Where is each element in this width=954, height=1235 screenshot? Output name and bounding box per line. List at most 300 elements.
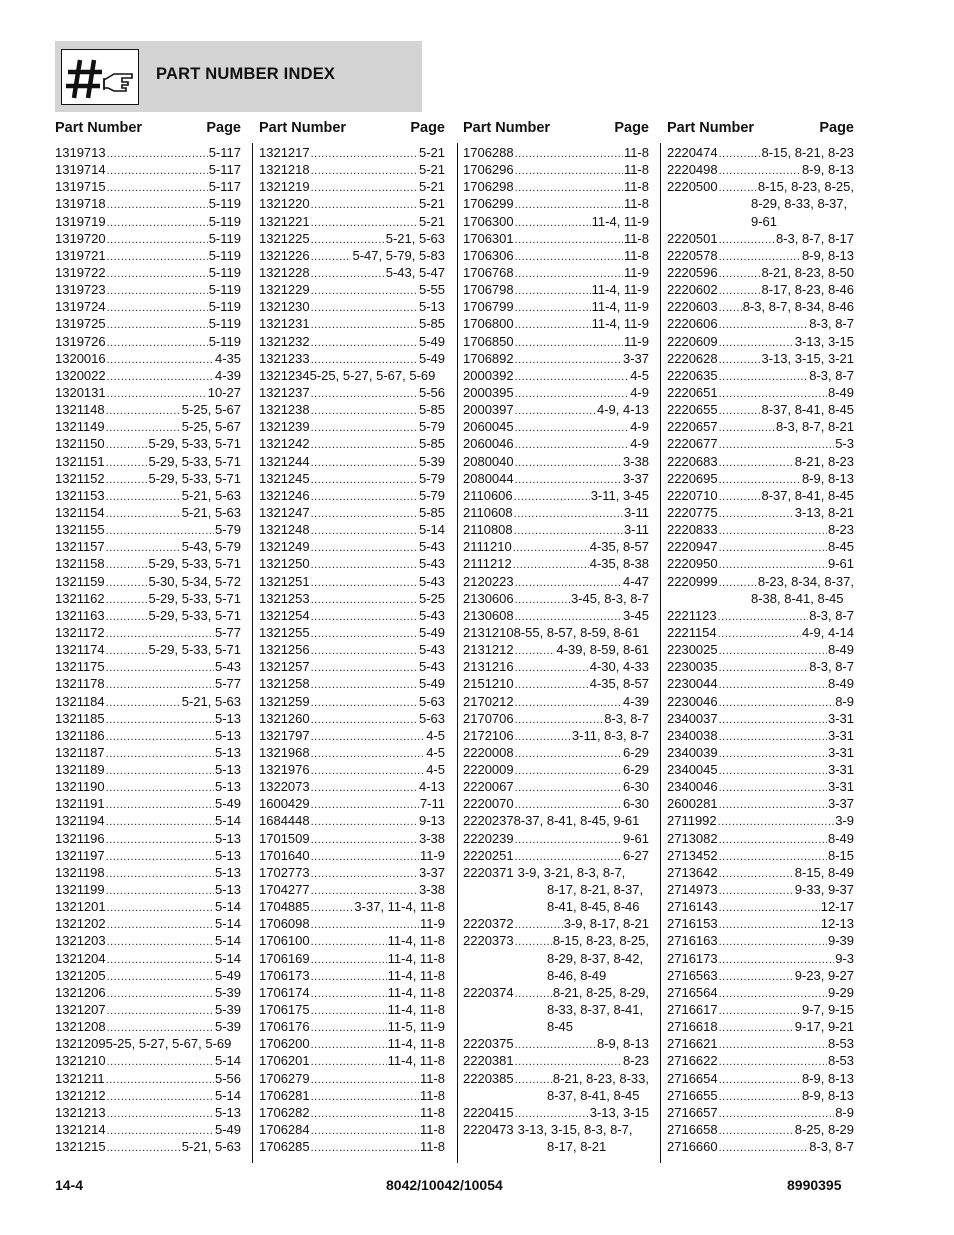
page-reference: 5-56 [214,1070,241,1086]
index-row [667,435,854,452]
index-row [55,315,241,332]
part-number: 2600281 [667,796,718,812]
index-row [55,1138,241,1155]
index-row [463,932,649,949]
page-reference: 5-29, 5-33, 5-71 [148,642,241,658]
page-reference: 5-119 [208,230,241,246]
page-reference: 5-13 [214,710,241,726]
index-row [259,230,445,247]
page-reference: 5-21 [418,162,445,178]
part-number: 2716654 [667,1070,718,1086]
index-row [667,658,854,675]
part-number: 2716658 [667,1122,718,1138]
index-row [259,435,445,452]
index-row [55,607,241,624]
index-row [259,573,445,590]
index-row [259,761,445,778]
page-reference: 5-49 [418,676,445,692]
index-row [667,453,854,470]
page-reference: 5-117 [208,162,241,178]
page-reference: 11-8 [623,145,649,160]
part-number: 2716655 [667,1087,718,1103]
part-number: 1321221 [259,213,310,229]
index-row [667,624,854,641]
part-number: 1321233 [259,350,310,366]
index-row [55,470,241,487]
index-row [667,710,854,727]
page-reference: 3-11, 8-3, 8-7 [571,727,649,743]
part-number: 1319720 [55,230,106,246]
part-number: 1321189 [55,762,105,778]
page-reference: 8-15, 8-23, 8-25, [757,179,854,195]
page-reference: 3-31 [827,727,854,743]
part-number: 1321218 [259,162,310,178]
page-reference: 5-21, 5-63 [385,230,445,246]
index-row [55,658,241,675]
page-reference: 5-14 [214,950,241,966]
page-reference: 4-5 [426,762,445,778]
page-reference: 5-79 [418,470,445,486]
page-reference: 3-9 [835,813,854,829]
part-number: 1321246 [259,487,310,503]
index-row [55,230,241,247]
part-number: 1319724 [55,299,106,315]
part-number: 1600429 [259,796,310,812]
index-row [463,590,649,607]
index-row [55,453,241,470]
page-reference: 11-8 [623,196,649,212]
part-number: 2220628 [667,350,718,366]
page-reference: 4-9 [630,384,649,400]
index-row [55,264,241,281]
part-number: 2713082 [667,830,718,846]
index-row [667,1001,854,1018]
part-number: 1321199 [55,882,105,898]
index-row [55,984,241,1001]
page-reference-continued: 8-29, 8-37, 8-42, [547,950,644,966]
page-reference: -25, 5-27, 5-67, 5-69 [112,1036,232,1052]
page-reference: 4-47 [622,573,649,589]
page-reference: 5-85 [418,402,445,418]
index-row [259,864,445,881]
part-number: 2060046 [463,436,514,452]
index-row [55,1052,241,1069]
index-row [55,573,241,590]
part-number: 1321256 [259,642,310,658]
index-row [463,178,649,195]
index-row [55,521,241,538]
page-reference: 8-15 [827,847,854,863]
index-row [259,778,445,795]
page-reference: 3-37 [622,350,649,366]
index-row [463,213,649,230]
index-row [463,710,649,727]
part-number: 2000395 [463,384,514,400]
part-number: 2220578 [667,247,718,263]
part-number: 2220999 [667,573,718,589]
page-reference: 8-49 [827,676,854,692]
index-row [55,504,241,521]
page-reference: 5-39 [214,984,241,1000]
part-number-heading: Part Number [259,120,347,136]
part-number: 1701509 [259,830,310,846]
part-number: 1320016 [55,350,106,366]
part-number: 2340037 [667,710,718,726]
part-number: 2220683 [667,453,718,469]
index-row [259,881,445,898]
part-number: 2220596 [667,264,718,280]
page-reference: 11-4, 11-8 [387,933,445,949]
part-number: 1319714 [55,162,106,178]
page-reference: 8-9, 8-13 [801,470,854,486]
part-number: 1321217 [259,145,310,160]
part-number: 2220950 [667,556,718,572]
part-number: 2220415 [463,1104,514,1120]
index-row [259,333,445,350]
index-row [463,984,649,1001]
part-number: 1321154 [55,504,105,520]
page-reference: 8-15, 8-21, 8-23 [761,145,854,160]
index-row [55,1121,241,1138]
index-row [667,984,854,1001]
page-reference: 6-29 [622,744,649,760]
page-reference: 5-21 [418,179,445,195]
part-number: 1321239 [259,419,310,435]
page-reference: 11-4, 11-8 [387,1002,445,1018]
page-reference: 8-49 [827,830,854,846]
part-number: 2130606 [463,590,514,606]
page-reference: 5-14 [214,813,241,829]
index-row [667,864,854,881]
part-number: 1706098 [259,916,310,932]
index-row [463,144,649,161]
part-number: 1321248 [259,522,310,538]
column-header [55,120,241,142]
part-number: 1321237 [259,384,310,400]
index-row [55,847,241,864]
page-reference: 5-13 [214,847,241,863]
page-reference: 8-9, 8-13 [801,247,854,263]
index-row [667,1138,854,1155]
part-number: 2110606 [463,487,513,503]
index-row [463,864,649,881]
part-number: 2220067 [463,779,514,795]
index-row [463,1070,649,1087]
part-number: 1321228 [259,264,310,280]
page-reference: -55, 8-57, 8-59, 8-61 [520,624,640,640]
index-row [463,761,649,778]
index-row [463,367,649,384]
part-number: 1321201 [55,899,106,915]
index-row [55,795,241,812]
index-row [259,418,445,435]
index-row [55,761,241,778]
page-reference: 9-61 [827,556,854,572]
page-reference: 4-35, 8-57 [589,539,649,555]
page-reference: 11-4, 11-9 [591,316,649,332]
page-reference-continued: 8-37, 8-41, 8-45 [547,1087,640,1103]
index-row [259,213,445,230]
index-row [667,350,854,367]
page-reference: 8-9, 8-13 [801,162,854,178]
index-row [667,950,854,967]
index-row [667,693,854,710]
index-row [259,453,445,470]
index-column [667,120,854,1155]
page-reference: 8-23 [622,1053,649,1069]
part-number: 1706850 [463,333,514,349]
index-row [55,915,241,932]
part-number: 1706298 [463,179,514,195]
index-row [259,847,445,864]
index-row [55,1104,241,1121]
page-reference: 3-13, 3-15, 8-3, 8-7, [517,1122,633,1138]
part-number: 1706285 [259,1139,310,1155]
index-row [259,744,445,761]
part-number: 1321214 [55,1122,106,1138]
page-reference: 8-37, 8-41, 8-45 [761,487,854,503]
index-row [259,641,445,658]
page-reference: 5-43 [418,659,445,675]
page-reference-continued: 8-41, 8-45, 8-46 [547,899,640,915]
page-reference: 5-79 [418,419,445,435]
part-number: 1319713 [55,145,106,160]
page-reference: 8-3, 8-7 [604,710,649,726]
page-reference: 11-9 [623,264,649,280]
page-reference-continued: 9-61 [751,213,778,229]
index-row [667,538,854,555]
part-number: 2221123 [667,607,717,623]
part-number: 2340046 [667,779,718,795]
index-row [259,161,445,178]
part-number: 2111212 [463,556,512,572]
part-number: 1321175 [55,659,105,675]
part-number: 1321202 [55,916,106,932]
index-row [55,213,241,230]
part-number: 1321220 [259,196,310,212]
page-reference: 8-17, 8-23, 8-46 [761,282,854,298]
part-number: 2220635 [667,367,718,383]
index-row [259,178,445,195]
index-row [259,538,445,555]
part-number-heading: Part Number [55,120,143,136]
part-number: 1321968 [259,744,310,760]
index-row [463,315,649,332]
dot-leader [515,932,552,951]
page-reference: 11-8 [419,1087,445,1103]
hash-pointing-hand-icon [61,49,139,105]
page-reference: 5-14 [214,899,241,915]
part-number: 1321225 [259,230,310,246]
page-reference: 5-14 [214,933,241,949]
part-number: 1321186 [55,727,105,743]
part-number: 2220375 [463,1036,514,1052]
page-reference: 5-85 [418,436,445,452]
index-row [667,555,854,572]
page-reference: 8-45 [827,539,854,555]
part-number: 2220603 [667,299,718,315]
index-row [463,795,649,812]
page-reference: 3-37, 11-4, 11-8 [354,899,445,915]
index-row [55,693,241,710]
column-divider [660,143,661,1163]
index-column [463,120,649,1155]
part-number: 1320022 [55,367,106,383]
page-reference-continued: 8-17, 8-21 [547,1139,607,1155]
page-reference: 8-23 [827,522,854,538]
page-reference-continued: 8-17, 8-21, 8-37, [547,882,644,898]
page-reference: 3-31 [827,710,854,726]
index-row [55,367,241,384]
index-row [259,984,445,1001]
index-row [55,1018,241,1035]
page-reference: 8-23, 8-34, 8-37, [757,573,854,589]
page-reference: 5-77 [214,624,241,640]
part-number: 2230025 [667,642,718,658]
column-divider [457,143,458,1163]
index-row [259,795,445,812]
page-reference: 5-119 [208,333,241,349]
index-row [463,624,649,641]
page-reference: 8-53 [827,1036,854,1052]
page-reference: 3-31 [827,744,854,760]
page-reference: 5-21 [418,196,445,212]
page-reference: 4-39 [214,367,241,383]
page-reference: 8-3, 8-7, 8-21 [775,419,854,435]
index-row [55,675,241,692]
page-reference: 12-17 [820,899,854,915]
page-reference: 4-9 [630,419,649,435]
index-row [463,1121,649,1138]
part-number: 13212345 [259,367,317,383]
page-reference: 5-85 [418,316,445,332]
page-reference: 5-39 [214,1019,241,1035]
part-number: 1321155 [55,522,105,538]
part-number: 1706281 [259,1087,310,1103]
part-number: 2716173 [667,950,718,966]
index-row [667,1052,854,1069]
page-reference: 5-43 [214,659,241,675]
index-row [259,727,445,744]
header-banner [55,41,422,112]
index-row [259,967,445,984]
part-number: 2230035 [667,659,718,675]
index-row [55,298,241,315]
index-row [463,470,649,487]
page-reference: 6-30 [622,796,649,812]
part-number: 2220651 [667,384,718,400]
part-number: 2220501 [667,230,718,246]
index-row [55,144,241,161]
index-row [667,1087,854,1104]
page-reference: 3-11 [623,522,649,538]
page-reference: 5-21 [418,145,445,160]
part-number: 1321230 [259,299,310,315]
page-reference: 3-13, 8-21 [794,504,854,520]
part-number: 2080044 [463,470,514,486]
part-number: 1321208 [55,1019,106,1035]
page-reference: 5-30, 5-34, 5-72 [148,573,241,589]
page-reference: 8-37, 8-41, 8-45 [761,402,854,418]
part-number: 2220609 [667,333,718,349]
page-reference: 11-9 [623,333,649,349]
index-row [463,521,649,538]
part-number: 2120223 [463,573,514,589]
part-number: 1321159 [55,573,105,589]
page-reference: 6-30 [622,779,649,795]
index-row [55,281,241,298]
part-number: 2220008 [463,744,514,760]
page-reference: 4-35 [214,350,241,366]
index-row [259,367,445,384]
page-reference: 11-8 [623,230,649,246]
page-reference: 5-14 [214,1087,241,1103]
page-reference: 5-21, 5-63 [181,504,241,520]
column-header [667,120,854,142]
part-number: 1321976 [259,762,310,778]
page-heading: Page [819,120,854,136]
page-reference: 4-39, 8-59, 8-61 [556,642,649,658]
page-reference: 4-30, 4-33 [589,659,649,675]
part-number: 2060045 [463,419,514,435]
part-number: 2716618 [667,1019,718,1035]
page-reference: 5-119 [208,213,241,229]
index-row [667,761,854,778]
part-number: 1321210 [55,1053,106,1069]
index-row [55,384,241,401]
index-row [667,1121,854,1138]
index-row [55,744,241,761]
index-row [259,487,445,504]
part-number: 1706296 [463,162,514,178]
page-reference: 3-31 [827,779,854,795]
index-row [55,812,241,829]
index-row [667,247,854,264]
page-reference: 5-13 [214,762,241,778]
index-row [55,727,241,744]
column-divider [252,143,253,1163]
part-number: 1706768 [463,264,514,280]
index-row [667,778,854,795]
index-row [259,932,445,949]
index-row [463,607,649,624]
page-reference: 5-63 [418,693,445,709]
page-reference: 5-49 [214,796,241,812]
index-row [55,350,241,367]
part-number: 2716143 [667,899,718,915]
page-reference: 5-25, 5-67 [181,402,241,418]
page-reference: 4-35, 8-38 [589,556,649,572]
index-row [667,830,854,847]
index-row [259,812,445,829]
page-reference: 11-5, 11-9 [387,1019,445,1035]
page-reference: 9-17, 9-21 [794,1019,854,1035]
part-number: 2716564 [667,984,718,1000]
page-reference: 5-25 [418,590,445,606]
page-reference: 8-25, 8-29 [794,1122,854,1138]
part-number: 1706892 [463,350,514,366]
part-number: 1320131 [55,384,106,400]
index-row [667,281,854,298]
part-number: 1321198 [55,864,105,880]
page-reference: 5-13 [214,1104,241,1120]
index-row [55,247,241,264]
part-number: 2220070 [463,796,514,812]
index-row [667,521,854,538]
index-row [667,607,854,624]
index-row [667,847,854,864]
index-row [259,1121,445,1138]
